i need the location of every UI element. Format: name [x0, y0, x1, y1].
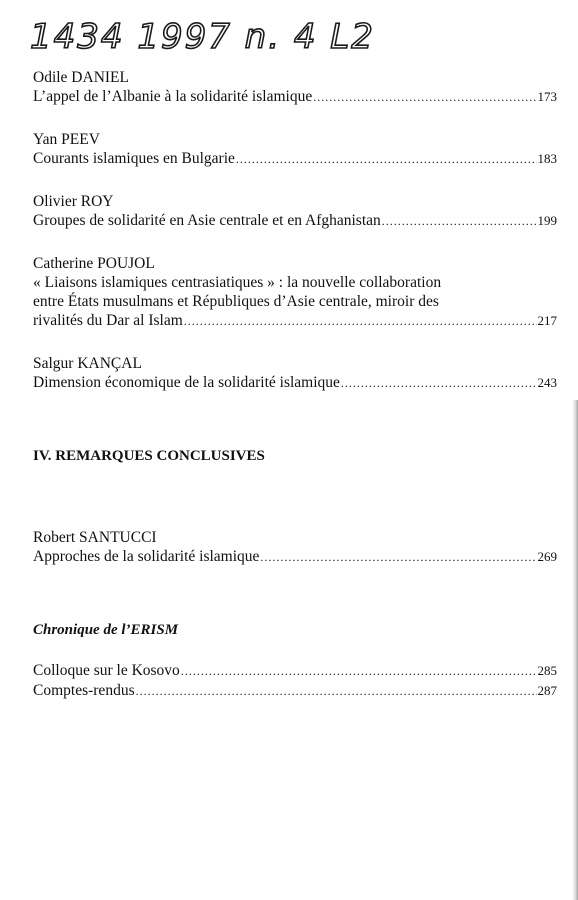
leader-dots — [236, 150, 537, 169]
toc-entry — [33, 254, 557, 331]
leader-dots — [184, 312, 537, 331]
table-of-contents — [33, 68, 557, 701]
page-number: 269 — [537, 549, 557, 564]
entry-author: Robert SANTUCCI — [33, 529, 157, 546]
entry-title-line: « Liaisons islamiques centrasiatiques » : la nouvelle collaboration — [33, 274, 442, 291]
page-number: 217 — [537, 313, 557, 328]
page-number: 199 — [537, 213, 557, 228]
toc-line — [33, 149, 557, 169]
leader-dots — [260, 548, 536, 567]
leader-dots — [313, 88, 536, 107]
page-number: 173 — [537, 89, 557, 104]
leader-dots — [382, 212, 537, 231]
page-number: 287 — [537, 683, 557, 698]
entry-author: Yan PEEV — [33, 131, 100, 148]
entry-title: Courants islamiques en Bulgarie — [33, 150, 235, 167]
leader-dots — [181, 662, 537, 681]
toc-line — [33, 661, 557, 681]
page-number: 243 — [537, 375, 557, 390]
entry-title: Approches de la solidarité islamique — [33, 548, 260, 565]
page-edge-shadow — [572, 400, 578, 900]
page-number: 285 — [537, 663, 557, 678]
entry-title: Dimension économique de la solidarité islamique — [33, 374, 340, 391]
toc-entry — [33, 68, 557, 107]
toc-entry — [33, 354, 557, 393]
leader-dots — [136, 682, 537, 701]
entry-title: Colloque sur le Kosovo — [33, 662, 180, 679]
entry-author: Odile DANIEL — [33, 69, 129, 86]
toc-line — [33, 87, 557, 107]
toc-line — [33, 373, 557, 393]
toc-line — [33, 311, 557, 331]
chronique-heading: Chronique de l’ERISM — [33, 622, 179, 638]
entry-title-line: entre États musulmans et Républiques d’Asie centrale, miroir des — [33, 293, 439, 310]
entry-title: Comptes-rendus — [33, 682, 135, 699]
page-number: 183 — [537, 151, 557, 166]
entry-author: Catherine POUJOL — [33, 255, 155, 272]
toc-line — [33, 681, 557, 701]
toc-line — [33, 547, 557, 567]
entry-title: rivalités du Dar al Islam — [33, 312, 183, 329]
leader-dots — [341, 374, 537, 393]
handwritten-annotation-svg — [30, 12, 490, 62]
handwritten-annotation — [30, 12, 490, 62]
entry-title: Groupes de solidarité en Asie centrale et en Afghanistan — [33, 212, 381, 229]
entry-author: Salgur KANÇAL — [33, 355, 142, 372]
toc-entry — [33, 130, 557, 169]
section-heading: IV. REMARQUES CONCLUSIVES — [33, 448, 265, 464]
entry-title: L’appel de l’Albanie à la solidarité islamique — [33, 88, 313, 105]
handwritten-annotation-text: 1434 1997 n. 4 L2 — [30, 17, 375, 57]
entry-author: Olivier ROY — [33, 193, 114, 210]
toc-entry — [33, 528, 557, 567]
toc-entry — [33, 192, 557, 231]
toc-line — [33, 211, 557, 231]
